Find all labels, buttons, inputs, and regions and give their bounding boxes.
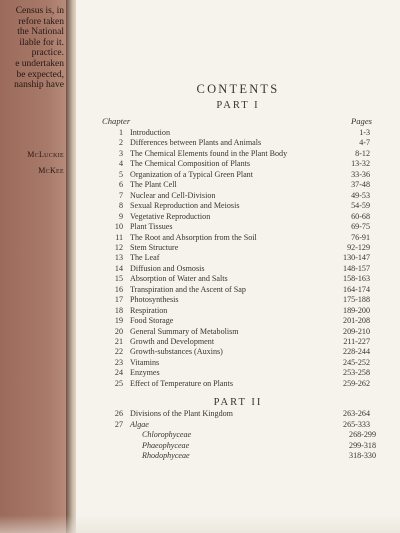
page-range: 201-208 xyxy=(343,316,370,326)
page-range: 318-330 xyxy=(349,451,376,460)
facing-page-line: nanship have xyxy=(14,80,64,91)
chapter-number: 7 xyxy=(118,190,123,200)
page-range: 268-299 xyxy=(349,430,376,439)
chapter-number: 1 xyxy=(118,128,123,137)
page-range: 60-68 xyxy=(351,211,370,221)
chapter-column-header: Chapter xyxy=(102,116,131,126)
page-range: 33-36 xyxy=(351,169,370,179)
chapter-title: Effect of Temperature on Plants xyxy=(130,378,233,388)
contents-row xyxy=(76,180,400,190)
page-range: 259-262 xyxy=(343,378,370,388)
facing-page-line: refore taken xyxy=(18,16,64,27)
contents-row xyxy=(76,170,400,180)
chapter-title: Nuclear and Cell-Division xyxy=(130,190,216,200)
page-range: 211-227 xyxy=(343,337,370,346)
contents-row xyxy=(76,264,400,274)
part-one-heading: PART I xyxy=(216,100,260,111)
page-range: 265-333 xyxy=(343,419,370,429)
chapter-number: 5 xyxy=(118,169,123,179)
contents-row xyxy=(76,149,400,159)
page-range: 245-252 xyxy=(343,357,370,367)
chapter-number: 16 xyxy=(114,284,123,294)
page-range: 1-3 xyxy=(359,128,370,137)
contents-row xyxy=(76,347,400,357)
page-range: 164-174 xyxy=(343,284,370,294)
chapter-number: 25 xyxy=(114,378,123,388)
facing-page-line: e undertaken xyxy=(15,58,64,69)
chapter-number: 23 xyxy=(114,357,123,367)
contents-page xyxy=(76,0,400,533)
chapter-title: Divisions of the Plant Kingdom xyxy=(130,409,233,418)
contents-row xyxy=(76,337,400,347)
page-shadow xyxy=(0,515,400,533)
chapter-title: The Root and Absorption from the Soil xyxy=(130,232,257,242)
page-range: 158-163 xyxy=(343,274,370,284)
facing-page-text xyxy=(14,6,64,91)
chapter-number: 12 xyxy=(114,242,123,252)
chapter-title: General Summary of Metabolism xyxy=(130,326,239,336)
chapter-title: The Chemical Composition of Plants xyxy=(130,159,251,169)
chapter-number: 3 xyxy=(118,148,123,158)
contents-row xyxy=(76,295,400,305)
chapter-number: 20 xyxy=(114,326,123,336)
facing-page-line: be expected, xyxy=(16,69,64,80)
contents-row xyxy=(76,233,400,243)
chapter-title: Introduction xyxy=(130,128,171,137)
chapter-title: Enzymes xyxy=(130,368,160,378)
page-range: 209-210 xyxy=(343,326,370,336)
contents-row xyxy=(76,222,400,232)
chapter-number: 13 xyxy=(114,253,123,263)
facing-page-line: practice. xyxy=(31,48,64,59)
chapter-title: Organization of a Typical Green Plant xyxy=(130,169,253,179)
chapter-title: Algae xyxy=(130,419,149,429)
chapter-title: Vegetative Reproduction xyxy=(130,211,211,221)
chapter-number: 8 xyxy=(118,201,123,211)
contents-row xyxy=(76,306,400,316)
contents-row xyxy=(76,327,400,337)
page-range: 299-318 xyxy=(349,440,376,450)
chapter-number: 15 xyxy=(114,274,123,284)
contents-row xyxy=(76,201,400,211)
chapter-title: Differences between Plants and Animals xyxy=(130,138,262,148)
chapter-title: Food Storage xyxy=(130,316,174,326)
contents-row xyxy=(76,285,400,295)
page-range: 175-188 xyxy=(343,295,370,305)
chapter-number: 10 xyxy=(114,222,123,232)
facing-page-line: Census is, in xyxy=(15,6,64,16)
page-range: 189-200 xyxy=(343,305,370,315)
contents-row xyxy=(76,441,400,451)
chapter-title: The Chemical Elements found in the Plant Body xyxy=(130,148,288,158)
page-range: 76-91 xyxy=(351,232,370,242)
chapter-title: Chlorophyceae xyxy=(142,430,192,439)
chapter-title: Diffusion and Osmosis xyxy=(130,263,205,273)
contents-row xyxy=(76,274,400,284)
author-name: McKee xyxy=(38,166,64,175)
chapter-title: Growth and Development xyxy=(130,337,215,346)
chapter-title: Plant Tissues xyxy=(130,222,173,232)
chapter-title: Stem Structure xyxy=(130,242,179,252)
chapter-title: Sexual Reproduction and Meiosis xyxy=(130,201,240,211)
chapter-number: 18 xyxy=(114,305,123,315)
contents-row xyxy=(76,379,400,389)
facing-page xyxy=(0,0,68,533)
contents-row xyxy=(76,409,400,419)
chapter-title: The Leaf xyxy=(130,253,160,263)
chapter-number: 24 xyxy=(114,368,123,378)
facing-page-names xyxy=(27,147,64,179)
page-range: 37-48 xyxy=(351,180,370,190)
part-two-heading: PART II xyxy=(213,397,263,408)
page-range: 228-244 xyxy=(343,347,370,357)
page-range: 263-264 xyxy=(343,409,370,418)
page-range: 148-157 xyxy=(343,263,370,273)
chapter-number: 21 xyxy=(114,337,123,346)
chapter-title: Transpiration and the Ascent of Sap xyxy=(130,284,246,294)
page-range: 13-32 xyxy=(351,159,370,169)
contents-row xyxy=(76,253,400,263)
chapter-number: 27 xyxy=(114,419,123,429)
page-range: 49-53 xyxy=(351,190,370,200)
page-range: 54-59 xyxy=(351,201,370,211)
chapter-number: 4 xyxy=(118,159,123,169)
chapter-title: Phaeophyceae xyxy=(142,440,190,450)
contents-row xyxy=(76,316,400,326)
page-range: 69-75 xyxy=(351,222,370,232)
chapter-title: Respiration xyxy=(130,305,168,315)
pages-column-header: Pages xyxy=(351,116,373,126)
chapter-number: 6 xyxy=(118,180,123,190)
chapter-title: Absorption of Water and Salts xyxy=(130,274,228,284)
contents-row xyxy=(76,420,400,430)
chapter-number: 2 xyxy=(118,138,123,148)
chapter-number: 26 xyxy=(114,409,123,418)
facing-page-line: the National xyxy=(17,27,64,38)
page-title: CONTENTS xyxy=(196,82,280,96)
contents-row xyxy=(76,358,400,368)
contents-row xyxy=(76,212,400,222)
contents-row xyxy=(76,430,400,440)
page-range: 4-7 xyxy=(359,138,370,148)
chapter-title: Rhodophyceae xyxy=(142,451,190,460)
chapter-title: Photosynthesis xyxy=(130,295,179,305)
contents-row xyxy=(76,191,400,201)
contents-row xyxy=(76,451,400,461)
chapter-number: 11 xyxy=(115,232,123,242)
page-range: 92-129 xyxy=(347,242,370,252)
chapter-number: 17 xyxy=(114,295,123,305)
page-range: 253-258 xyxy=(343,368,370,378)
contents-row xyxy=(76,159,400,169)
page-range: 8-12 xyxy=(355,148,370,158)
facing-page-line: ilable for it. xyxy=(19,37,64,48)
contents-row xyxy=(76,138,400,148)
author-name: McLuckie xyxy=(27,150,64,159)
chapter-title: Vitamins xyxy=(130,357,160,367)
chapter-title: Growth-substances (Auxins) xyxy=(130,347,223,357)
chapter-number: 19 xyxy=(114,316,123,326)
page-range: 130-147 xyxy=(343,253,370,263)
contents-row xyxy=(76,368,400,378)
chapter-title: The Plant Cell xyxy=(130,180,177,190)
contents-row xyxy=(76,128,400,138)
contents-row xyxy=(76,243,400,253)
chapter-number: 9 xyxy=(118,211,123,221)
chapter-number: 22 xyxy=(114,347,123,357)
chapter-number: 14 xyxy=(114,263,123,273)
